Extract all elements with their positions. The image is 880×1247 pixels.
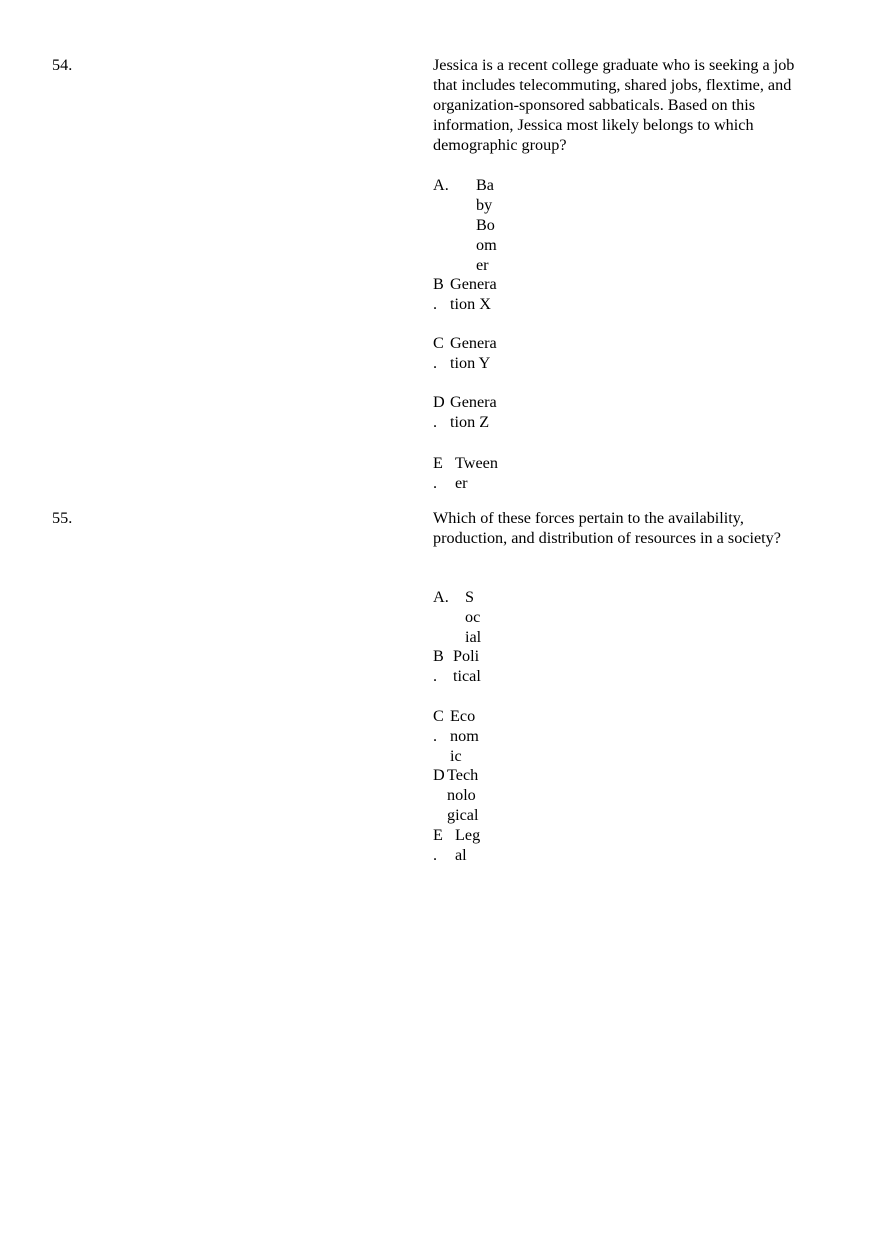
option-text-line: tical xyxy=(453,667,481,685)
option-text-line: Poli xyxy=(453,647,480,665)
option-label: C xyxy=(433,707,444,725)
option-label-dot: . xyxy=(433,413,438,431)
option-text-line: Genera xyxy=(450,334,497,352)
option-label: B xyxy=(433,275,444,293)
option-label-dot: . xyxy=(433,474,438,492)
option-label-dot: . xyxy=(433,727,438,745)
option-text-line: Genera xyxy=(450,393,497,411)
option-label-dot: . xyxy=(433,667,438,685)
option-text-line: ic xyxy=(450,747,462,765)
option-label: E xyxy=(433,454,443,472)
option-label: B xyxy=(433,647,444,665)
option-text-line: Eco xyxy=(450,707,476,725)
option-text-line: al xyxy=(455,846,467,864)
option-label: E xyxy=(433,826,443,844)
option-text-line: by xyxy=(476,196,493,214)
option-text-line: Tween xyxy=(455,454,498,472)
option-label: A. xyxy=(433,176,449,194)
option-text-line: Ba xyxy=(476,176,494,194)
option-text-line: er xyxy=(455,474,468,492)
option-text-line: tion Y xyxy=(450,354,491,372)
option-label: D xyxy=(433,393,445,411)
option-text-line: om xyxy=(476,236,497,254)
option-text-line: ial xyxy=(465,628,482,646)
question-number: 55. xyxy=(52,509,73,527)
question-text: Jessica is a recent college graduate who is seeking a job that includes telecommuting, shared jobs, flextime, and organization-sponsored sabbaticals. Based on this information, Jessica most likely belongs to which demographic group? xyxy=(433,56,795,154)
option-text-line: Tech xyxy=(447,766,479,784)
option-label-dot: . xyxy=(433,354,438,372)
option-text-line: Genera xyxy=(450,275,497,293)
option-label-dot: . xyxy=(433,295,438,313)
option-text-line: tion X xyxy=(450,295,491,313)
option-text-line: Leg xyxy=(455,826,481,844)
option-text-line: Bo xyxy=(476,216,495,234)
option-text-line: er xyxy=(476,256,489,274)
question-text: Which of these forces pertain to the availability, production, and distribution of resources in a society? xyxy=(433,509,781,547)
option-label: C xyxy=(433,334,444,352)
option-text-line: tion Z xyxy=(450,413,490,431)
option-text-line: nolo xyxy=(447,786,476,804)
option-text-line: oc xyxy=(465,608,481,626)
option-label: D xyxy=(433,766,445,784)
option-text-line: S xyxy=(465,588,475,606)
option-text-line: gical xyxy=(447,806,479,824)
option-label-dot: . xyxy=(433,846,438,864)
option-label: A. xyxy=(433,588,449,606)
option-text-line: nom xyxy=(450,727,479,745)
question-number: 54. xyxy=(52,56,73,74)
